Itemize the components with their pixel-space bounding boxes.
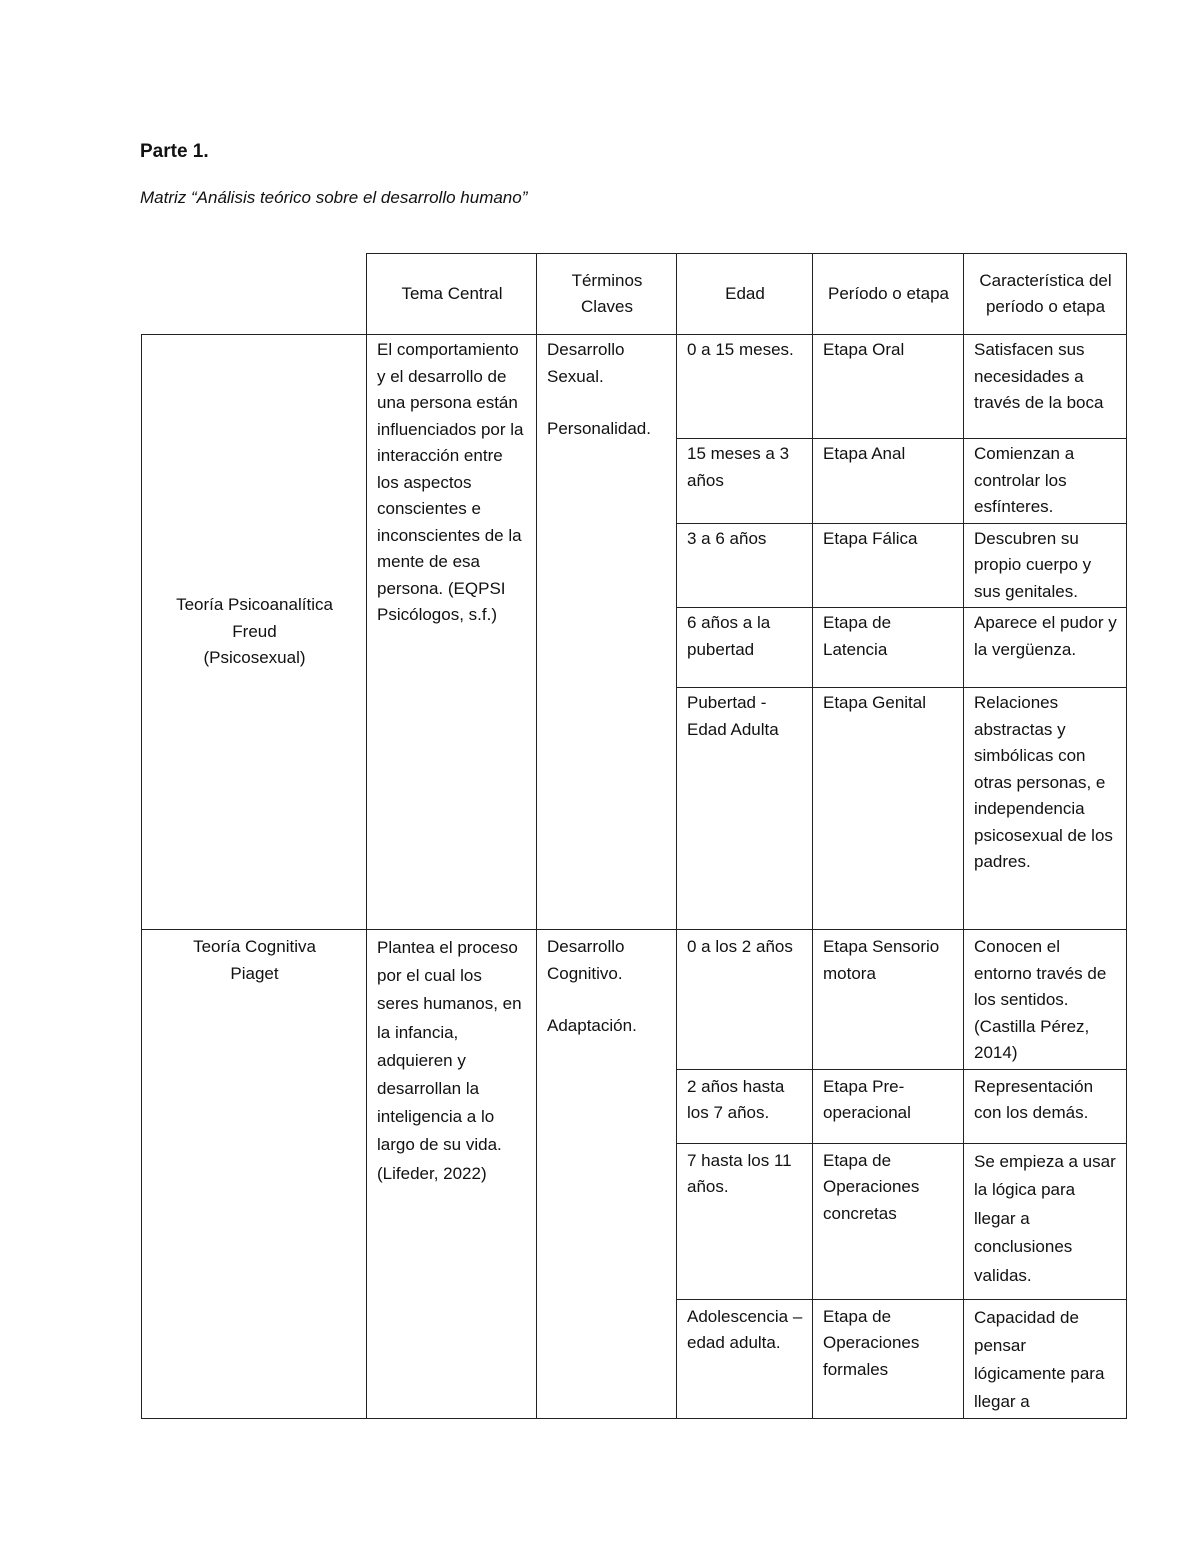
age-cell: 0 a 15 meses. <box>677 335 813 439</box>
age-cell: Adolescencia – edad adulta. <box>677 1299 813 1418</box>
stage-cell: Etapa Genital <box>813 688 964 930</box>
theory-cell-piaget <box>142 930 367 1419</box>
stage-cell: Etapa de Latencia <box>813 608 964 688</box>
matrix-title: Matriz “Análisis teórico sobre el desarrollo humano” <box>140 188 528 207</box>
key-term: Desarrollo Sexual. <box>547 340 625 386</box>
central-theme-cell: Plantea el proceso por el cual los seres humanos, en la infancia, adquieren y desarrollan la inteligencia a lo largo de su vida. (Lifeder, 2022) <box>367 930 537 1419</box>
stage-cell: Etapa Pre-operacional <box>813 1069 964 1143</box>
header-central-theme: Tema Central <box>367 254 537 335</box>
feature-cell: Capacidad de pensar lógicamente para llegar a <box>964 1299 1127 1418</box>
age-cell: 2 años hasta los 7 años. <box>677 1069 813 1143</box>
table-row <box>142 335 1127 439</box>
age-cell: Pubertad - Edad Adulta <box>677 688 813 930</box>
stage-cell: Etapa Anal <box>813 439 964 524</box>
header-age: Edad <box>677 254 813 335</box>
age-cell: 15 meses a 3 años <box>677 439 813 524</box>
key-terms-cell <box>537 930 677 1419</box>
feature-cell: Se empieza a usar la lógica para llegar a conclusiones validas. <box>964 1143 1127 1299</box>
header-stage: Período o etapa <box>813 254 964 335</box>
age-cell: 7 hasta los 11 años. <box>677 1143 813 1299</box>
stage-cell: Etapa Oral <box>813 335 964 439</box>
key-term: Personalidad. <box>547 419 651 438</box>
feature-cell: Relaciones abstractas y simbólicas con otras personas, e independencia psicosexual de los padres. <box>964 688 1127 930</box>
header-key-terms: Términos Claves <box>537 254 677 335</box>
key-term: Desarrollo Cognitivo. <box>547 937 625 983</box>
feature-cell: Representación con los demás. <box>964 1069 1127 1143</box>
age-cell: 0 a los 2 años <box>677 930 813 1070</box>
header-row <box>142 254 1127 335</box>
theory-author: Piaget <box>230 963 279 983</box>
key-term: Adaptación. <box>547 1016 637 1035</box>
theory-name: Teoría Cognitiva <box>193 937 316 956</box>
section-heading: Parte 1. <box>140 141 209 162</box>
stage-cell: Etapa Sensorio motora <box>813 930 964 1070</box>
theory-author: Freud <box>232 621 277 641</box>
header-stage-feature: Característica del período o etapa <box>964 254 1127 335</box>
theory-type: (Psicosexual) <box>203 648 306 668</box>
theory-cell-freud <box>142 335 367 930</box>
stage-cell: Etapa de Operaciones formales <box>813 1299 964 1418</box>
feature-cell: Aparece el pudor y la vergüenza. <box>964 608 1127 688</box>
header-empty-cell <box>142 254 367 335</box>
stage-cell: Etapa Fálica <box>813 523 964 608</box>
age-cell: 6 años a la pubertad <box>677 608 813 688</box>
feature-cell: Comienzan a controlar los esfínteres. <box>964 439 1127 524</box>
feature-cell: Conocen el entorno través de los sentidos. (Castilla Pérez, 2014) <box>964 930 1127 1070</box>
stage-cell: Etapa de Operaciones concretas <box>813 1143 964 1299</box>
table-row <box>142 930 1127 1070</box>
theory-name: Teoría Psicoanalítica <box>176 595 333 615</box>
feature-cell: Satisfacen sus necesidades a través de la boca <box>964 335 1127 439</box>
key-terms-cell <box>537 335 677 930</box>
development-matrix-table <box>141 253 1127 1419</box>
age-cell: 3 a 6 años <box>677 523 813 608</box>
feature-cell: Descubren su propio cuerpo y sus genitales. <box>964 523 1127 608</box>
central-theme-cell: El comportamiento y el desarrollo de una persona están influenciados por la interacción entre los aspectos conscientes e inconscientes de la mente de esa persona. (EQPSI Psicólogos, s.f.) <box>367 335 537 930</box>
